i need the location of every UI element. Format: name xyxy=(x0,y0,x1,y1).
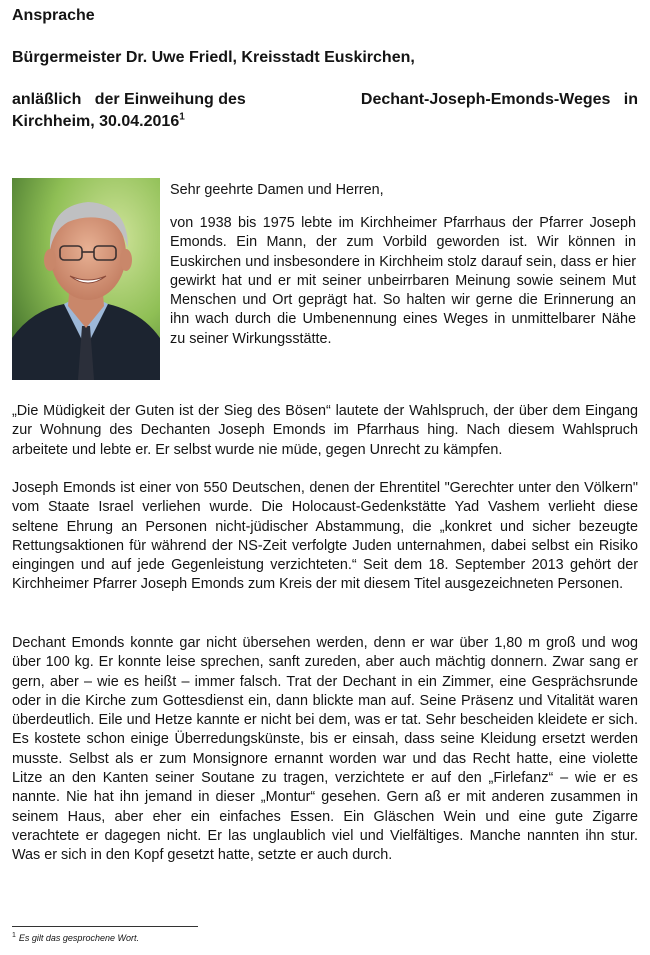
paragraph-1: von 1938 bis 1975 lebte im Kirchheimer Pfarrhaus der Pfarrer Joseph Emonds. Ein Mann, der zum Vorbild geworden ist. Wir können in Euskirchen und insbesondere in Kirchheim stolz darauf sein, dass er hier gewirkt hat und er mit seiner unbeirrbaren Meinung sowie seinem Mut Menschen und Ort geprägt hat. So halten wir gerne die Erinnerung an ihn wach durch die Umbenennung eines Weges in unmittelbarer Nähe zu seiner Wirkungsstätte. xyxy=(170,215,636,347)
portrait-photo-icon xyxy=(12,178,160,380)
portrait-photo xyxy=(12,178,160,380)
occasion-heading-right: Dechant-Joseph-Emonds-Weges in xyxy=(360,91,638,108)
footnote-text: Es gilt das gesprochene Wort. xyxy=(18,933,139,943)
footnote xyxy=(12,933,139,943)
paragraph-4: Dechant Emonds konnte gar nicht übersehen werden, denn er war über 1,80 m groß und wog über 100 kg. Er konnte leise sprechen, sanft zureden, aber auch mächtig donnern. Zwar sang er gern, aber – wie es heißt – immer falsch. Trat der Dechant in ein Zimmer, eine Gesprächsrunde oder in die Kirche zum Gottesdienst ein, dann blickte man auf. Seine Präsenz und Vitalität waren überdeutlich. Eile und Hetze kannte er nicht bei dem, was er tat. Sehr bescheiden kleidete er sich. Es kostete schon einige Überredungskünste, bis er einsah, dass seine Kleidung ersetzt werden musste. Selbst als er zum Monsignore ernannt worden war und das Recht hatte, eine violette Litze an den Kanten seiner Soutane zu tragen, verzichtete er auf den „Firlefanz“ – wie er es nannte. Nie hat ihn jemand in dieser „Montur“ gesehen. Gern aß er mit anderen zusammen in seinem Haus, aber eher ein einfaches Essen. Ein Gläschen Wein und eine gute Zigarre verachtete er dagegen nicht. Er las unglaublich viel und Vielfältiges. Manche nannten ihn stur. Was er sich in den Kopf gesetzt hatte, setzte er auch durch. xyxy=(12,635,638,864)
footnote-number: 1 xyxy=(12,932,16,939)
paragraph-2: „Die Müdigkeit der Guten ist der Sieg des Bösen“ lautete der Wahlspruch, der über dem Eingang zur Wohnung des Dechanten Joseph Emonds im Pfarrhaus hing. Nach diesem Wahlspruch arbeitete und lebte er. Er selbst wurde nie müde, gegen Unrecht zu kämpfen. xyxy=(12,403,638,458)
occasion-heading-left: anläßlich der Einweihung des xyxy=(12,91,246,108)
footnote-divider xyxy=(12,926,198,927)
footnote-reference: 1 xyxy=(179,111,185,123)
occasion-heading-date: Kirchheim, 30.04.2016 xyxy=(12,113,180,130)
document-type-heading: Ansprache xyxy=(12,7,95,24)
occasion-heading xyxy=(12,89,638,133)
paragraph-3: Joseph Emonds ist einer von 550 Deutschen, denen der Ehrentitel "Gerechter unter den Völkern" vom Staate Israel verliehen wurde. Die Holocaust-Gedenkstätte Yad Vashem verlieht diese seltene Ehrung an Personen nicht-jüdischer Abstammung, die „konkret und sicher bezeugte Rettungsaktionen für während der NS-Zeit verfolgte Juden unternahmen, dabei selbst ein Risiko eingingen und auf jede Gegenleistung verzichteten.“ Seit dem 18. September 2013 gehört der Kirchheimer Pfarrer Joseph Emonds zum Kreis der mit diesem Titel ausgezeichneten Personen. xyxy=(12,480,638,593)
greeting-text: Sehr geehrte Damen und Herren, xyxy=(170,182,384,198)
speaker-heading: Bürgermeister Dr. Uwe Friedl, Kreisstadt Euskirchen, xyxy=(12,49,415,66)
